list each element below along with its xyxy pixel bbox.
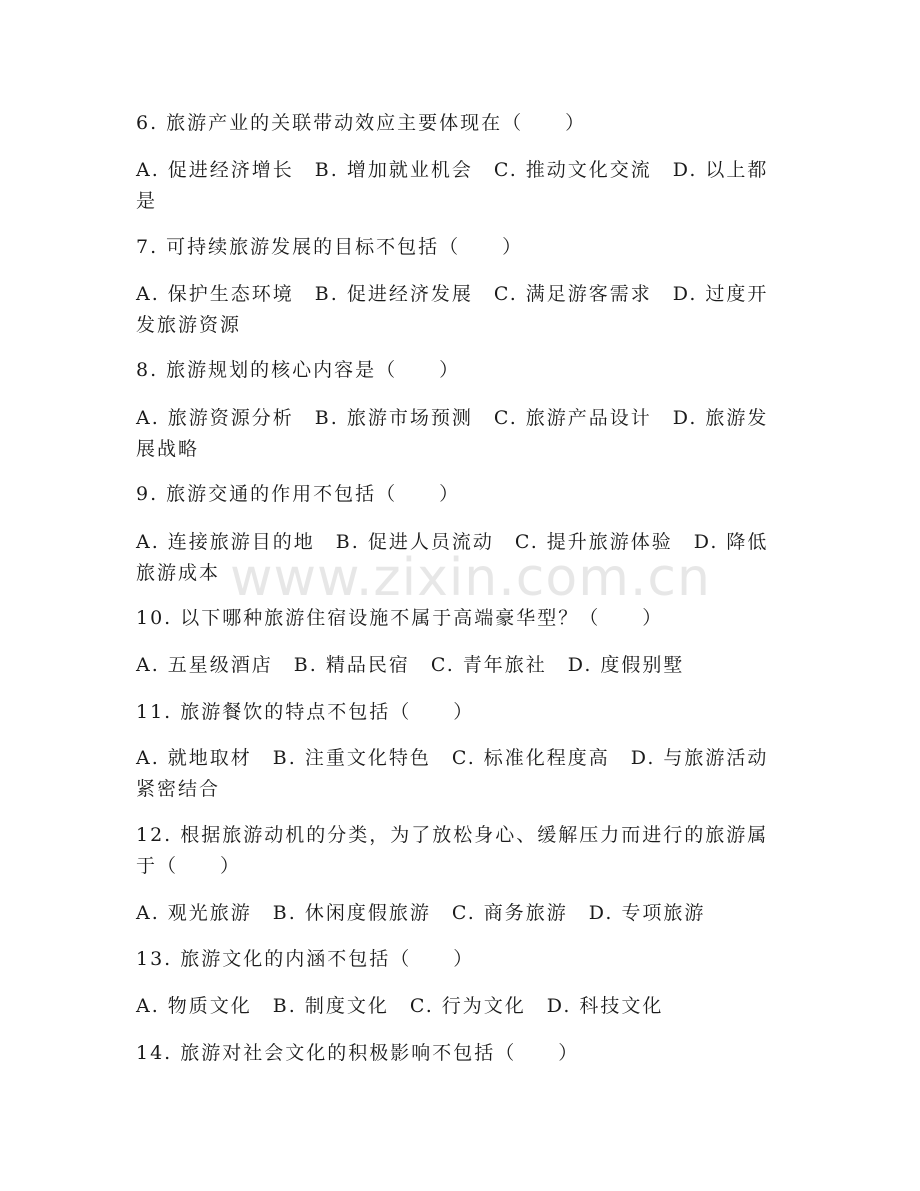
question-10-stem: 10. 以下哪种旅游住宿设施不属于高端豪华型？（ ） bbox=[136, 607, 664, 629]
question-7-stem: 7. 可持续旅游发展的目标不包括（ ） bbox=[136, 236, 524, 258]
question-13-stem: 13. 旅游文化的内涵不包括（ ） bbox=[136, 948, 475, 970]
question-12-options: A. 观光旅游 B. 休闲度假旅游 C. 商务旅游 D. 专项旅游 bbox=[136, 902, 706, 924]
question-6-stem: 6. 旅游产业的关联带动效应主要体现在（ ） bbox=[136, 112, 587, 134]
question-11-stem: 11. 旅游餐饮的特点不包括（ ） bbox=[136, 701, 475, 723]
question-10-options: A. 五星级酒店 B. 精品民宿 C. 青年旅社 D. 度假别墅 bbox=[136, 654, 685, 676]
question-9-options: A. 连接旅游目的地 B. 促进人员流动 C. 提升旅游体验 D. 降低旅游成本 bbox=[136, 531, 769, 584]
question-9-stem: 9. 旅游交通的作用不包括（ ） bbox=[136, 483, 461, 505]
question-7-options: A. 保护生态环境 B. 促进经济发展 C. 满足游客需求 D. 过度开发旅游资源 bbox=[136, 283, 769, 336]
watermark: www.zixin.com.cn bbox=[230, 548, 711, 608]
question-11-options: A. 就地取材 B. 注重文化特色 C. 标准化程度高 D. 与旅游活动紧密结合 bbox=[136, 747, 769, 800]
question-12-stem: 12. 根据旅游动机的分类，为了放松身心、缓解压力而进行的旅游属于（ ） bbox=[136, 824, 769, 877]
question-13-options: A. 物质文化 B. 制度文化 C. 行为文化 D. 科技文化 bbox=[136, 995, 664, 1017]
question-6-options: A. 促进经济增长 B. 增加就业机会 C. 推动文化交流 D. 以上都是 bbox=[136, 159, 769, 212]
question-14-stem: 14. 旅游对社会文化的积极影响不包括（ ） bbox=[136, 1042, 580, 1064]
question-8-stem: 8. 旅游规划的核心内容是（ ） bbox=[136, 359, 461, 381]
question-8-options: A. 旅游资源分析 B. 旅游市场预测 C. 旅游产品设计 D. 旅游发展战略 bbox=[136, 407, 769, 460]
